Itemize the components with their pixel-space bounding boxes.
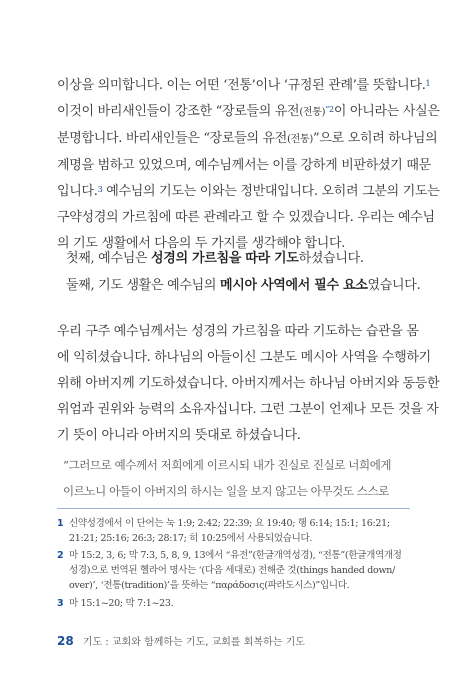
text-span: 예수님의 기도는 이와는 정반대입니다. 오히려 그분의 기도는 <box>102 184 440 199</box>
footnote-line: 마 15:2, 3, 6; 막 7:3, 5, 8, 9, 13에서 “유전”(한글개역성경), “전통”(한글개역개정 <box>69 550 402 561</box>
text-line: 구약성경의 가르침에 따른 관례라고 할 수 있겠습니다. 우리는 예수님 <box>57 210 435 225</box>
key-points <box>66 245 421 299</box>
footnote-number: 1 <box>57 518 64 529</box>
quote-line: “그러므로 예수께서 저희에게 이르시되 내가 진실로 진실로 너희에게 <box>63 458 392 472</box>
quote-line: 이르노니 아들이 아버지의 하시는 일을 보지 않고는 아무것도 스스로 <box>63 484 389 498</box>
footnote-ref-2[interactable]: ”2 <box>325 105 334 114</box>
text-line: 기 뜻이 아니라 아버지의 뜻대로 하셨습니다. <box>57 428 301 443</box>
text-line <box>57 99 440 126</box>
text-span: 이 아니라는 사실은 <box>333 104 440 119</box>
footnote-line: 성경)으로 번역된 헬라어 명사는 ‘(다음 세대로) 전해준 것(things handed down/ <box>69 565 396 576</box>
footnote-line: 마 15:1~20; 막 7:1~23. <box>69 598 174 609</box>
text-span: 하셨습니다. <box>298 251 364 266</box>
small-text: (전통) <box>287 134 313 145</box>
text-line <box>57 179 440 205</box>
footnote-line: 신약성경에서 이 단어는 눅 1:9; 2:42; 22:39; 요 19:40; 행 6:14; 15:1; 16:21; <box>69 518 390 529</box>
text-line: 의 기도 생활에서 다음의 두 가지를 생각해야 합니다. <box>57 236 346 251</box>
footnote-divider <box>57 508 410 509</box>
footnote-number: 2 <box>57 550 64 561</box>
text-span: 분명합니다. 바리새인들은 “장로들의 유전 <box>57 131 288 146</box>
small-text: (전통) <box>299 107 326 118</box>
text-line <box>57 126 438 153</box>
running-title: 기도 : 교회와 함께하는 기도, 교회를 회복하는 기도 <box>82 637 305 648</box>
text-span: 첫째, 예수님은 <box>66 251 152 266</box>
scripture-quote <box>63 452 408 504</box>
point-second <box>66 272 421 299</box>
text-span: ”으로 오히려 하나님의 <box>313 131 438 146</box>
text-span: 둘째, 기도 생활은 예수님의 <box>66 278 220 293</box>
footnote-ref-3[interactable]: 3 <box>97 185 103 194</box>
text-span: 입니다. <box>57 184 98 199</box>
body-paragraph-1 <box>57 73 440 257</box>
text-line: 에 익히셨습니다. 하나님의 아들이신 그분도 메시아 사역을 수행하기 <box>57 350 431 365</box>
text-line: 계명을 범하고 있었으며, 예수님께서는 이를 강하게 비판하셨기 때문 <box>57 158 431 173</box>
text-span: 이상을 의미합니다. 이는 어떤 ‘전통’이나 ‘규정된 관례’를 뜻합니다. <box>57 78 426 93</box>
page-number: 28 <box>57 634 74 648</box>
body-paragraph-2 <box>57 319 440 449</box>
footnote-number: 3 <box>57 598 64 609</box>
footnote-2 <box>57 548 412 593</box>
text-line: 위엄과 권위와 능력의 소유자십니다. 그런 그분이 언제나 모든 것을 자 <box>57 402 439 417</box>
footnote-1 <box>57 516 412 546</box>
footnote-ref-1[interactable]: 1 <box>425 79 431 88</box>
point-first <box>66 245 411 272</box>
page-footer <box>57 633 305 648</box>
text-line: 위해 아버지께 기도하셨습니다. 아버지께서는 하나님 아버지와 동등한 <box>57 376 440 391</box>
emphasis: 메시아 사역에서 필수 요소 <box>220 278 368 293</box>
text-line <box>57 73 431 99</box>
footnote-line: over)’, ‘전통(tradition)’을 뜻하는 “παράδοσις(파라도시스)”입니다. <box>69 580 350 591</box>
footnote-line: 21:21; 25:16; 26:3; 28:17; 히 10:25에서 사용되었습니다. <box>69 533 313 544</box>
text-span: 이것이 바리새인들이 강조한 “장로들의 유전 <box>57 104 300 119</box>
emphasis: 성경의 가르침을 따라 기도 <box>151 251 299 266</box>
text-span: 였습니다. <box>367 278 421 293</box>
text-line: 우리 구주 예수님께서는 성경의 가르침을 따라 기도하는 습관을 몸 <box>57 324 419 339</box>
footnote-3 <box>57 596 412 611</box>
